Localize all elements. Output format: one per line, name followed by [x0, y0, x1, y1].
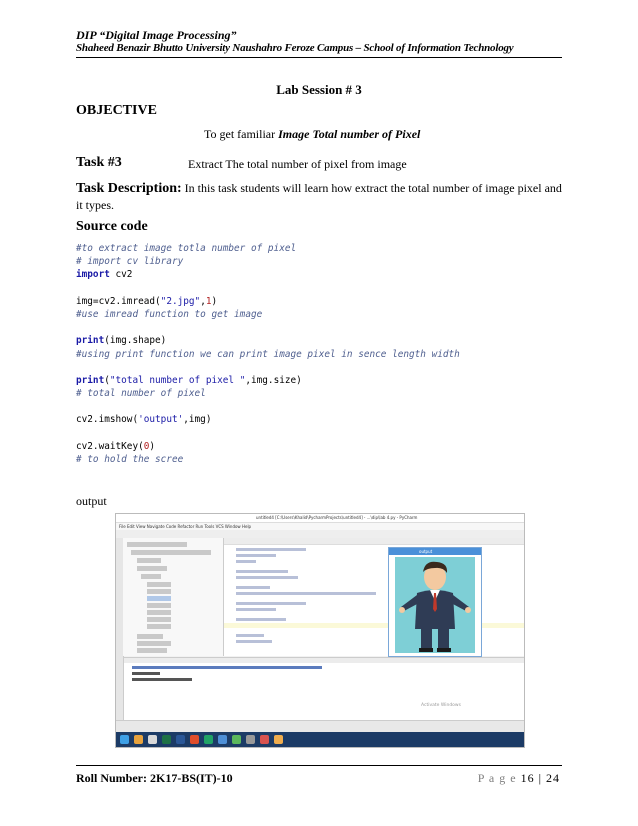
- code-line: [76, 255, 460, 268]
- project-tree-row: [147, 603, 171, 608]
- project-tree-row: [137, 634, 163, 639]
- ide-titlebar: [116, 514, 524, 523]
- taskbar-app-icon: [134, 735, 143, 744]
- project-tree-row: [147, 596, 171, 601]
- console-header: [124, 658, 524, 663]
- code-number: 1: [205, 295, 212, 307]
- start-icon: [120, 735, 129, 744]
- header-divider: [76, 57, 562, 58]
- taskbar-app-icon: [260, 735, 269, 744]
- code-text: ,img): [183, 414, 212, 426]
- code-line: [76, 268, 460, 281]
- project-tree-row: [137, 641, 171, 646]
- ide-menubar: [116, 523, 524, 530]
- project-tree-row: [147, 589, 171, 594]
- code-number: 0: [143, 440, 150, 452]
- header-course-title: DIP “Digital Image Processing”: [76, 28, 237, 42]
- code-blank-line: [76, 427, 460, 440]
- task-description: [76, 180, 566, 214]
- taskbar-app-icon: [246, 735, 255, 744]
- taskbar-app-icon: [232, 735, 241, 744]
- code-line: [76, 374, 460, 387]
- code-keyword: import: [76, 269, 110, 281]
- task-heading: Task #3: [76, 155, 122, 170]
- code-string: "total number of pixel ": [109, 374, 246, 386]
- code-block: [76, 242, 460, 466]
- code-blank-line: [76, 282, 460, 295]
- console-output-line: [132, 666, 322, 669]
- code-text: ,img.size): [245, 374, 302, 386]
- code-line: [76, 413, 460, 426]
- editor-tabs: [224, 538, 524, 545]
- page-number: [478, 771, 560, 786]
- code-text: ): [211, 295, 218, 307]
- code-text: img=cv2.imread(: [76, 295, 161, 307]
- task-description-text: In this task students will learn how extract the total number of image pixel and it types.: [76, 181, 562, 212]
- page-separator: |: [534, 771, 546, 785]
- editor-code-line: [236, 608, 276, 611]
- taskbar-app-icon: [274, 735, 283, 744]
- editor-code-line: [236, 548, 306, 551]
- taskbar-app-icon: [204, 735, 213, 744]
- code-string: "2.jpg": [160, 295, 201, 307]
- ide-menu-text: File Edit View Navigate Code Refactor Run Tools VCS Window Help: [119, 524, 252, 529]
- code-string: 'output': [138, 414, 184, 426]
- taskbar-app-icon: [176, 735, 185, 744]
- ide-run-console: [124, 657, 524, 721]
- taskbar-app-icon: [190, 735, 199, 744]
- code-text: cv2.waitKey(: [76, 440, 144, 452]
- code-text: ,: [200, 295, 206, 307]
- objective-prefix: To get familiar: [204, 127, 279, 141]
- project-tree-row: [147, 617, 171, 622]
- code-text: (img.shape): [104, 335, 167, 347]
- code-line: [76, 295, 460, 308]
- code-keyword: print: [76, 374, 105, 386]
- editor-code-line: [236, 640, 272, 643]
- project-tree-row: [147, 610, 171, 615]
- code-text: cv2.imshow(: [76, 414, 139, 426]
- objective-emphasis: Image Total number of Pixel: [278, 127, 421, 141]
- taskbar-app-icon: [162, 735, 171, 744]
- output-window-titlebar: [389, 548, 481, 555]
- code-comment: # to hold the scree: [76, 454, 184, 465]
- task-description-heading: Task Description:: [76, 181, 182, 196]
- project-tree-row: [137, 558, 161, 563]
- code-comment: #to extract image totla number of pixel: [76, 243, 297, 254]
- page-word: P a g e: [477, 771, 517, 785]
- code-blank-line: [76, 400, 460, 413]
- header-university: Shaheed Benazir Bhutto University Naushahro Feroze Campus – School of Information Technology: [76, 42, 514, 54]
- editor-code-line: [236, 576, 298, 579]
- page-current: 16: [520, 771, 535, 785]
- project-tree-row: [147, 624, 171, 629]
- code-text: (: [104, 374, 110, 386]
- taskbar-app-icon: [148, 735, 157, 744]
- editor-code-line: [236, 634, 264, 637]
- ide-project-panel: [123, 538, 224, 656]
- code-text: cv2: [109, 269, 133, 281]
- editor-code-line: [236, 554, 276, 557]
- code-text: ): [149, 440, 156, 452]
- code-comment: #using print function we can print image pixel in sence length width: [76, 348, 460, 360]
- project-tree-row: [141, 574, 161, 579]
- code-line: [76, 440, 460, 453]
- footer-divider: [76, 765, 562, 766]
- code-comment: #use imread function to get image: [76, 308, 263, 320]
- roll-number: Roll Number: 2K17-BS(IT)-10: [76, 771, 233, 785]
- console-output-line: [132, 678, 192, 681]
- code-comment: # total number of pixel: [76, 388, 206, 400]
- project-tree-row: [137, 566, 167, 571]
- ide-window-title: untitled4 [C:\Users\Khalid\PycharmProjects\untitled4] - ...\dip\lab 4.py - PyCharm: [256, 515, 418, 520]
- editor-code-line: [236, 618, 286, 621]
- activate-windows-watermark: Activate Windows: [421, 703, 461, 708]
- editor-code-line: [236, 602, 306, 605]
- project-tree-row: [131, 550, 211, 555]
- code-comment: # import cv library: [76, 256, 184, 268]
- editor-code-line: [236, 560, 256, 563]
- code-keyword: print: [76, 335, 105, 347]
- editor-code-line: [236, 570, 288, 573]
- editor-code-line: [236, 586, 270, 589]
- output-window-title: output: [419, 549, 433, 554]
- code-blank-line: [76, 361, 460, 374]
- windows-taskbar: [116, 732, 524, 747]
- source-code-heading: Source code: [76, 219, 148, 234]
- project-tree-row: [137, 648, 167, 653]
- task-text: Extract The total number of pixel from image: [188, 157, 407, 171]
- output-image: [395, 557, 475, 653]
- code-line: [76, 308, 460, 321]
- editor-code-line: [236, 592, 376, 595]
- output-screenshot: [115, 513, 525, 748]
- code-line: [76, 387, 460, 400]
- cartoon-man-image: [395, 557, 475, 653]
- code-line: [76, 242, 460, 255]
- console-output-line: [132, 672, 160, 675]
- code-line: [76, 348, 460, 361]
- objective-text: [204, 127, 420, 142]
- code-line: [76, 453, 460, 466]
- page-total: 24: [546, 771, 560, 785]
- opencv-output-window: [388, 547, 482, 657]
- code-blank-line: [76, 321, 460, 334]
- session-title: Lab Session # 3: [276, 82, 362, 97]
- taskbar-app-icon: [218, 735, 227, 744]
- project-tree-row: [127, 542, 187, 547]
- code-line: [76, 334, 460, 347]
- objective-heading: OBJECTIVE: [76, 103, 157, 118]
- output-label: output: [76, 494, 107, 508]
- project-tree-row: [147, 582, 171, 587]
